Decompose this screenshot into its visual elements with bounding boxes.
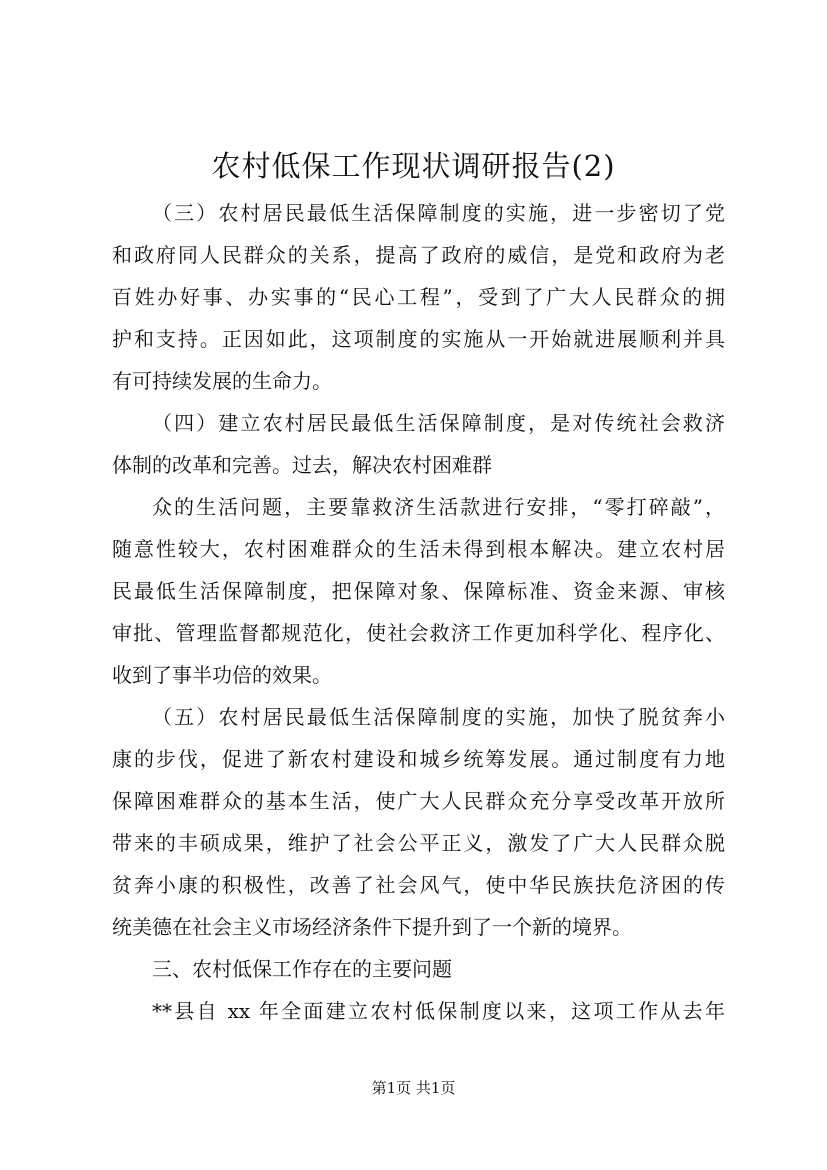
paragraph-line: 带来的丰硕成果，维护了社会公平正义，激发了广大人民群众脱: [112, 831, 725, 855]
paragraph-line: （四）建立农村居民最低生活保障制度，是对传统社会救济: [152, 411, 725, 435]
paragraph-line: 统美德在社会主义市场经济条件下提升到了一个新的境界。: [112, 915, 632, 939]
paragraph-line: 收到了事半功倍的效果。: [112, 663, 332, 687]
page-title: 农村低保工作现状调研报告(2): [211, 149, 616, 183]
paragraph-line: 审批、管理监督都规范化，使社会救济工作更加科学化、程序化、: [112, 621, 725, 645]
paragraph-line: 和政府同人民群众的关系，提高了政府的威信，是党和政府为老: [112, 243, 725, 267]
paragraph-line: 民最低生活保障制度，把保障对象、保障标准、资金来源、审核: [112, 579, 725, 603]
section-heading: 三、农村低保工作存在的主要问题: [152, 957, 452, 981]
page-footer: 第1页 共1页: [371, 1079, 456, 1097]
paragraph-line: 随意性较大，农村困难群众的生活未得到根本解决。建立农村居: [112, 537, 725, 561]
paragraph-line: **县自 xx 年全面建立农村低保制度以来，这项工作从去年: [152, 999, 725, 1023]
paragraph-line: （五）农村居民最低生活保障制度的实施，加快了脱贫奔小: [152, 705, 725, 729]
paragraph-line: （三）农村居民最低生活保障制度的实施，进一步密切了党: [152, 201, 725, 225]
paragraph-line: 众的生活问题，主要靠救济生活款进行安排，“零打碎敲”，: [152, 495, 725, 519]
paragraph-line: 护和支持。正因如此，这项制度的实施从一开始就进展顺利并具: [112, 327, 725, 351]
paragraph-line: 有可持续发展的生命力。: [112, 369, 332, 393]
paragraph-line: 百姓办好事、办实事的“民心工程”，受到了广大人民群众的拥: [112, 285, 725, 309]
paragraph-line: 保障困难群众的基本生活，使广大人民群众充分享受改革开放所: [112, 789, 725, 813]
paragraph-line: 贫奔小康的积极性，改善了社会风气，使中华民族扶危济困的传: [112, 873, 725, 897]
paragraph-line: 康的步伐，促进了新农村建设和城乡统筹发展。通过制度有力地: [112, 747, 725, 771]
paragraph-line: 体制的改革和完善。过去，解决农村困难群: [112, 453, 492, 477]
